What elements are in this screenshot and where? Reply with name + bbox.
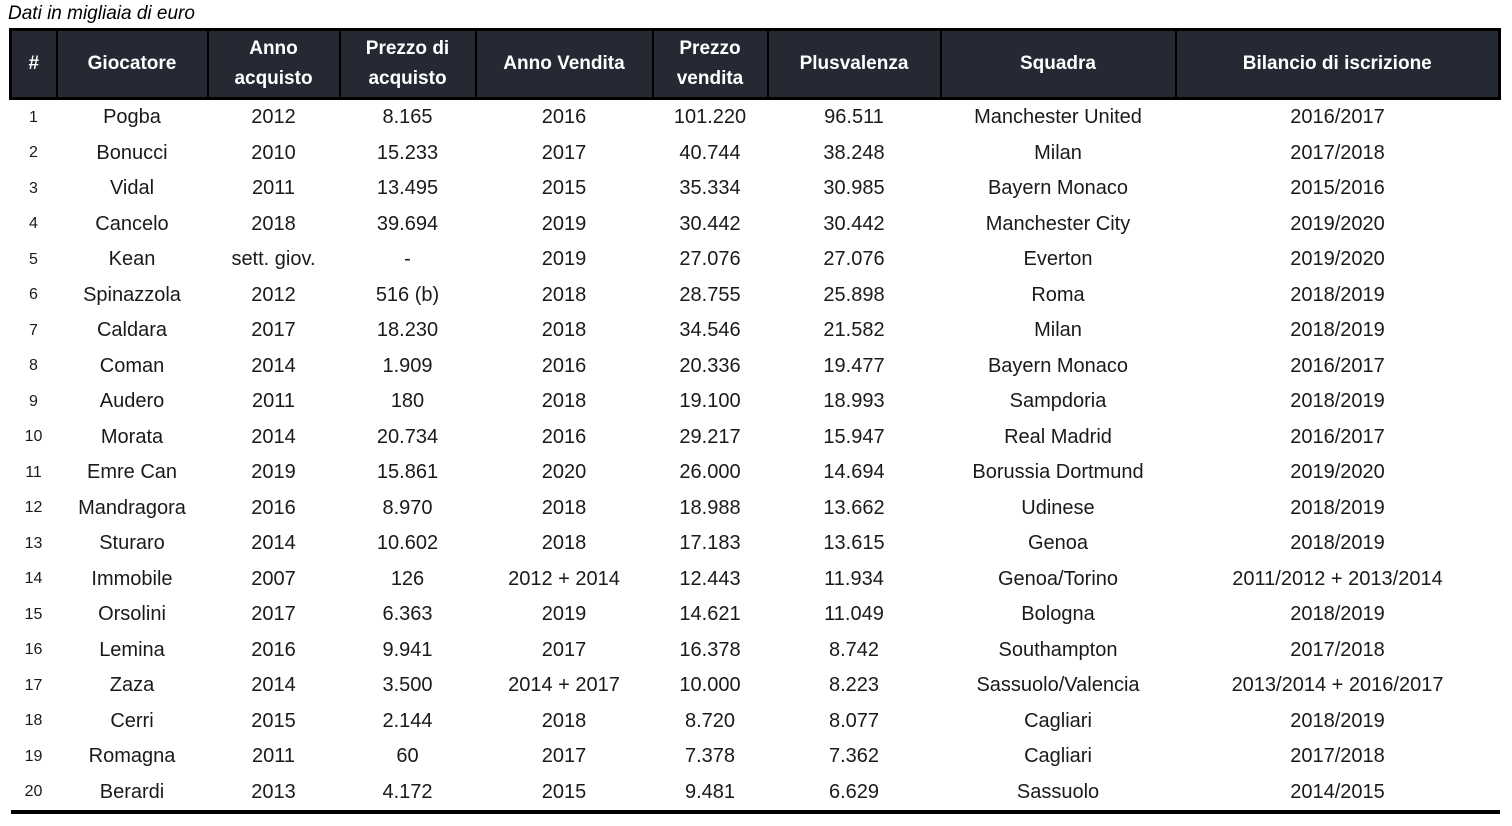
cell-anno-acquisto: 2015: [251, 709, 296, 732]
table-row: [11, 526, 1500, 562]
table-row: [11, 739, 1500, 775]
cell-num: 14: [24, 570, 43, 588]
cell-prezzo-di-acquisto: 126: [390, 567, 425, 590]
table-row: [11, 313, 1500, 349]
cell-squadra: Southampton: [998, 638, 1118, 661]
cell-giocatore: Orsolini: [98, 603, 166, 626]
cell-plusvalenza: 21.582: [823, 319, 885, 342]
cell-squadra: Bologna: [1021, 603, 1095, 626]
cell-prezzo-vendita: 30.442: [679, 212, 741, 235]
cell-prezzo-vendita: 27.076: [679, 248, 741, 271]
cell-prezzo-vendita: 101.220: [673, 106, 747, 129]
cell-num: 12: [24, 499, 43, 517]
players-table: [9, 28, 1501, 814]
cell-squadra: Manchester United: [974, 106, 1142, 129]
cell-plusvalenza: 11.934: [824, 567, 884, 590]
cell-bilancio-di-iscrizione: 2018/2019: [1290, 603, 1385, 626]
cell-bilancio-di-iscrizione: 2017/2018: [1290, 638, 1385, 661]
cell-squadra: Genoa: [1027, 532, 1089, 555]
cell-anno-acquisto: 2014: [251, 532, 296, 555]
cell-prezzo-vendita: 9.481: [684, 780, 736, 803]
cell-prezzo-di-acquisto: -: [404, 248, 411, 271]
cell-anno-vendita: 2019: [541, 603, 587, 626]
cell-prezzo-di-acquisto: 18.230: [376, 319, 439, 342]
cell-giocatore: Sturaro: [99, 532, 165, 555]
cell-prezzo-di-acquisto: 1.909: [382, 354, 433, 377]
cell-anno-vendita: 2012 + 2014: [508, 567, 620, 590]
cell-giocatore: Cancelo: [95, 212, 169, 235]
cell-anno-acquisto: 2011: [251, 390, 295, 413]
cell-giocatore: Berardi: [99, 780, 165, 803]
cell-num: 2: [29, 144, 38, 162]
cell-anno-acquisto: sett. giov.: [231, 248, 316, 271]
cell-num: 7: [29, 321, 38, 339]
cell-anno-vendita: 2018: [541, 390, 587, 413]
table-row: [11, 703, 1500, 739]
table-row: [11, 774, 1500, 812]
cell-prezzo-di-acquisto: 20.734: [376, 425, 439, 448]
table-row: [11, 135, 1500, 171]
cell-prezzo-vendita: 20.336: [679, 354, 741, 377]
cell-anno-acquisto: 2011: [251, 177, 295, 200]
cell-num: 6: [29, 286, 38, 304]
cell-giocatore: Pogba: [103, 106, 161, 129]
cell-bilancio-di-iscrizione: 2017/2018: [1290, 141, 1385, 164]
cell-giocatore: Spinazzola: [83, 283, 181, 306]
cell-num: 3: [29, 179, 38, 197]
cell-plusvalenza: 13.662: [823, 496, 885, 519]
cell-squadra: Bayern Monaco: [987, 177, 1129, 200]
cell-bilancio-di-iscrizione: 2013/2014 + 2016/2017: [1231, 674, 1444, 697]
cell-prezzo-di-acquisto: 3.500: [382, 674, 433, 697]
cell-prezzo-di-acquisto: 15.233: [376, 141, 439, 164]
cell-num: 20: [24, 783, 43, 801]
cell-prezzo-vendita: 12.443: [679, 567, 741, 590]
cell-anno-vendita: 2018: [541, 319, 587, 342]
cell-bilancio-di-iscrizione: 2016/2017: [1290, 354, 1385, 377]
cell-prezzo-vendita: 8.720: [684, 709, 736, 732]
cell-squadra: Everton: [1023, 248, 1093, 271]
cell-anno-acquisto: 2016: [251, 638, 296, 661]
cell-bilancio-di-iscrizione: 2018/2019: [1290, 532, 1385, 555]
table-row: [11, 632, 1500, 668]
cell-bilancio-di-iscrizione: 2019/2020: [1290, 461, 1385, 484]
cell-prezzo-di-acquisto: 15.861: [376, 461, 439, 484]
cell-anno-acquisto: 2016: [251, 496, 296, 519]
cell-anno-acquisto: 2017: [251, 603, 296, 626]
cell-bilancio-di-iscrizione: 2018/2019: [1290, 319, 1385, 342]
cell-giocatore: Romagna: [88, 745, 176, 768]
cell-prezzo-vendita: 16.378: [679, 638, 741, 661]
cell-prezzo-di-acquisto: 10.602: [376, 532, 439, 555]
table-body: [11, 98, 1500, 812]
cell-squadra: Bayern Monaco: [987, 354, 1129, 377]
cell-num: 1: [29, 108, 38, 126]
cell-bilancio-di-iscrizione: 2019/2020: [1290, 248, 1385, 271]
cell-giocatore: Audero: [99, 390, 165, 413]
cell-squadra: Genoa/Torino: [997, 567, 1119, 590]
cell-anno-acquisto: 2017: [251, 319, 296, 342]
cell-bilancio-di-iscrizione: 2018/2019: [1290, 496, 1385, 519]
cell-squadra: Borussia Dortmund: [972, 461, 1144, 484]
cell-squadra: Sampdoria: [1009, 390, 1107, 413]
cell-anno-vendita: 2016: [541, 425, 587, 448]
cell-prezzo-di-acquisto: 60: [396, 745, 419, 768]
column-header-squadra: Squadra: [941, 29, 1176, 98]
cell-giocatore: Vidal: [109, 177, 155, 200]
cell-num: 11: [25, 463, 42, 481]
cell-plusvalenza: 30.985: [823, 177, 885, 200]
cell-plusvalenza: 13.615: [823, 532, 885, 555]
cell-num: 10: [24, 428, 43, 446]
cell-anno-vendita: 2018: [541, 496, 587, 519]
table-row: [11, 384, 1500, 420]
column-header-num: #: [11, 29, 57, 98]
cell-plusvalenza: 14.694: [823, 461, 885, 484]
cell-plusvalenza: 25.898: [823, 283, 885, 306]
cell-anno-acquisto: 2014: [251, 354, 296, 377]
cell-plusvalenza: 7.362: [828, 745, 880, 768]
cell-num: 4: [29, 215, 38, 233]
table-row: [11, 668, 1500, 704]
cell-prezzo-vendita: 40.744: [679, 141, 741, 164]
cell-anno-acquisto: 2010: [251, 141, 296, 164]
cell-anno-acquisto: 2012: [251, 106, 296, 129]
cell-prezzo-vendita: 34.546: [679, 319, 741, 342]
cell-prezzo-di-acquisto: 8.165: [382, 106, 433, 129]
units-note: Dati in migliaia di euro: [8, 3, 195, 24]
cell-anno-acquisto: 2014: [251, 674, 296, 697]
cell-anno-vendita: 2015: [541, 780, 587, 803]
cell-prezzo-di-acquisto: 13.495: [376, 177, 439, 200]
cell-num: 16: [24, 641, 43, 659]
cell-giocatore: Cerri: [110, 709, 154, 732]
cell-anno-vendita: 2016: [541, 354, 587, 377]
cell-bilancio-di-iscrizione: 2016/2017: [1290, 425, 1385, 448]
cell-prezzo-di-acquisto: 2.144: [382, 709, 433, 732]
cell-prezzo-di-acquisto: 180: [390, 390, 425, 413]
cell-anno-vendita: 2015: [541, 177, 587, 200]
cell-squadra: Cagliari: [1024, 745, 1092, 768]
table-row: [11, 171, 1500, 207]
cell-giocatore: Morata: [100, 425, 164, 448]
cell-bilancio-di-iscrizione: 2016/2017: [1290, 106, 1385, 129]
cell-squadra: Sassuolo: [1016, 780, 1100, 803]
cell-anno-vendita: 2018: [541, 532, 587, 555]
table-row: [11, 455, 1500, 491]
cell-plusvalenza: 6.629: [828, 780, 880, 803]
cell-plusvalenza: 18.993: [823, 390, 885, 413]
cell-prezzo-vendita: 26.000: [679, 461, 741, 484]
column-header-anno-acquisto: Anno acquisto: [208, 29, 340, 98]
cell-squadra: Milan: [1034, 319, 1082, 342]
cell-squadra: Udinese: [1021, 496, 1095, 519]
cell-anno-acquisto: 2019: [251, 461, 296, 484]
cell-squadra: Cagliari: [1024, 709, 1092, 732]
cell-squadra: Sassuolo/Valencia: [976, 674, 1140, 697]
cell-num: 9: [29, 392, 38, 410]
cell-giocatore: Zaza: [109, 674, 155, 697]
cell-prezzo-vendita: 28.755: [679, 283, 741, 306]
cell-num: 19: [24, 747, 43, 765]
column-header-prezzo-di-acquisto: Prezzo di acquisto: [340, 29, 476, 98]
cell-anno-vendita: 2018: [541, 709, 587, 732]
column-header-bilancio-di-iscrizione: Bilancio di iscrizione: [1176, 29, 1500, 98]
cell-plusvalenza: 8.223: [828, 674, 880, 697]
cell-num: 8: [29, 357, 38, 375]
column-header-anno-vendita: Anno Vendita: [476, 29, 653, 98]
cell-giocatore: Coman: [99, 354, 165, 377]
cell-giocatore: Caldara: [96, 319, 168, 342]
cell-bilancio-di-iscrizione: 2014/2015: [1290, 780, 1385, 803]
cell-plusvalenza: 8.742: [828, 638, 880, 661]
cell-giocatore: Bonucci: [96, 141, 168, 164]
table-row: [11, 597, 1500, 633]
cell-anno-acquisto: 2013: [251, 780, 296, 803]
cell-anno-vendita: 2019: [541, 212, 587, 235]
cell-prezzo-vendita: 19.100: [679, 390, 741, 413]
cell-anno-vendita: 2019: [541, 248, 587, 271]
cell-prezzo-vendita: 35.334: [679, 177, 741, 200]
cell-giocatore: Mandragora: [78, 496, 186, 519]
column-header-giocatore: Giocatore: [57, 29, 208, 98]
cell-squadra: Real Madrid: [1004, 425, 1112, 448]
cell-plusvalenza: 96.511: [824, 106, 884, 129]
cell-plusvalenza: 15.947: [823, 425, 885, 448]
cell-giocatore: Kean: [108, 248, 156, 271]
cell-plusvalenza: 38.248: [823, 141, 885, 164]
cell-anno-acquisto: 2011: [251, 745, 295, 768]
cell-anno-vendita: 2020: [541, 461, 587, 484]
cell-bilancio-di-iscrizione: 2011/2012 + 2013/2014: [1232, 567, 1443, 590]
cell-anno-acquisto: 2012: [251, 283, 296, 306]
cell-bilancio-di-iscrizione: 2018/2019: [1290, 390, 1385, 413]
cell-giocatore: Immobile: [91, 567, 173, 590]
cell-plusvalenza: 11.049: [824, 603, 884, 626]
cell-bilancio-di-iscrizione: 2019/2020: [1290, 212, 1385, 235]
cell-prezzo-di-acquisto: 9.941: [382, 638, 433, 661]
cell-anno-acquisto: 2014: [251, 425, 296, 448]
cell-squadra: Manchester City: [985, 212, 1131, 235]
cell-anno-vendita: 2017: [541, 745, 587, 768]
cell-anno-vendita: 2014 + 2017: [508, 674, 620, 697]
table-row: [11, 277, 1500, 313]
cell-plusvalenza: 27.076: [823, 248, 885, 271]
cell-anno-acquisto: 2018: [251, 212, 296, 235]
table-row: [11, 348, 1500, 384]
cell-bilancio-di-iscrizione: 2018/2019: [1290, 283, 1385, 306]
cell-prezzo-di-acquisto: 4.172: [382, 780, 433, 803]
column-header-plusvalenza: Plusvalenza: [768, 29, 941, 98]
table-row: [11, 98, 1500, 135]
header-row: [11, 29, 1500, 98]
cell-plusvalenza: 8.077: [828, 709, 880, 732]
cell-bilancio-di-iscrizione: 2015/2016: [1290, 177, 1385, 200]
cell-anno-vendita: 2017: [541, 638, 587, 661]
cell-prezzo-di-acquisto: 8.970: [382, 496, 433, 519]
cell-num: 18: [24, 712, 43, 730]
cell-prezzo-vendita: 14.621: [679, 603, 741, 626]
cell-plusvalenza: 19.477: [823, 354, 885, 377]
table-row: [11, 490, 1500, 526]
cell-prezzo-di-acquisto: 516 (b): [375, 283, 440, 306]
cell-bilancio-di-iscrizione: 2018/2019: [1290, 709, 1385, 732]
table-row: [11, 419, 1500, 455]
cell-giocatore: Emre Can: [86, 461, 178, 484]
column-header-prezzo-vendita: Prezzo vendita: [653, 29, 768, 98]
cell-anno-vendita: 2017: [541, 141, 587, 164]
cell-anno-acquisto: 2007: [251, 567, 296, 590]
cell-prezzo-vendita: 17.183: [679, 532, 741, 555]
cell-anno-vendita: 2018: [541, 283, 587, 306]
cell-giocatore: Lemina: [99, 638, 165, 661]
table-row: [11, 561, 1500, 597]
cell-prezzo-vendita: 10.000: [679, 674, 741, 697]
cell-plusvalenza: 30.442: [823, 212, 885, 235]
table-row: [11, 206, 1500, 242]
cell-num: 13: [24, 534, 43, 552]
cell-prezzo-di-acquisto: 39.694: [376, 212, 439, 235]
cell-anno-vendita: 2016: [541, 106, 587, 129]
cell-squadra: Milan: [1034, 141, 1082, 164]
cell-prezzo-vendita: 18.988: [679, 496, 741, 519]
cell-prezzo-vendita: 29.217: [679, 425, 741, 448]
cell-num: 15: [24, 605, 43, 623]
cell-num: 17: [24, 676, 43, 694]
table-row: [11, 242, 1500, 278]
cell-squadra: Roma: [1031, 283, 1085, 306]
cell-prezzo-vendita: 7.378: [684, 745, 736, 768]
cell-num: 5: [29, 250, 38, 268]
cell-prezzo-di-acquisto: 6.363: [382, 603, 433, 626]
cell-bilancio-di-iscrizione: 2017/2018: [1290, 745, 1385, 768]
